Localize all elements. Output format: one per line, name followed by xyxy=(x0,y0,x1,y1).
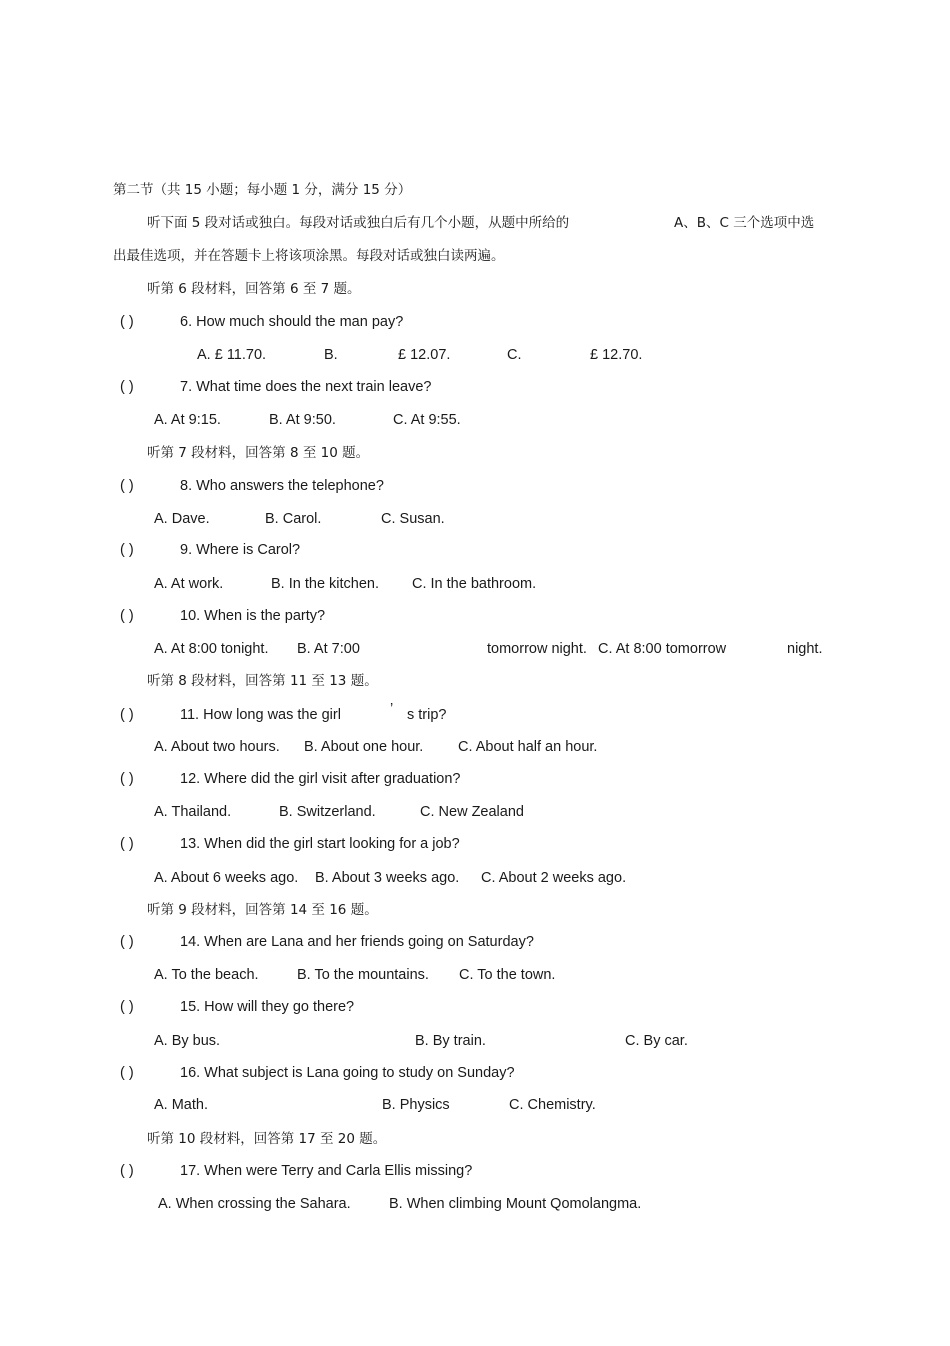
question-text: 11. How long was the girl xyxy=(180,707,341,723)
option-a: A. Dave. xyxy=(154,511,210,527)
passage-heading: 听第 6 段材料，回答第 6 至 7 题。 xyxy=(147,281,361,297)
answer-bracket: ( ) xyxy=(120,379,134,395)
option-c: C. New Zealand xyxy=(420,804,524,820)
section-title: 第二节（共 15 小题；每小题 1 分，满分 15 分） xyxy=(113,182,412,198)
option-a: A. By bus. xyxy=(154,1033,221,1049)
option-c: C. About 2 weeks ago. xyxy=(481,870,627,886)
passage-heading: 听第 9 段材料，回答第 14 至 16 题。 xyxy=(147,902,378,918)
question-text: 6. How much should the man pay? xyxy=(180,314,404,330)
option-c-label: C. xyxy=(507,347,522,363)
option-b: B. By train. xyxy=(415,1033,486,1049)
option-c: C. In the bathroom. xyxy=(412,576,537,592)
option-b: B. At 9:50. xyxy=(269,412,336,428)
option-b-continued: tomorrow night. xyxy=(487,641,587,657)
option-b: B. About 3 weeks ago. xyxy=(315,870,460,886)
question-text: 12. Where did the girl visit after graduation? xyxy=(180,771,461,787)
option-b: B. When climbing Mount Qomolangma. xyxy=(389,1196,642,1212)
question-text-continued: s trip? xyxy=(407,707,447,723)
option-b: B. To the mountains. xyxy=(297,967,429,983)
question-text: 14. When are Lana and her friends going on Saturday? xyxy=(180,934,534,950)
option-a: A. To the beach. xyxy=(154,967,259,983)
option-a: A. At 9:15. xyxy=(154,412,221,428)
answer-bracket: ( ) xyxy=(120,999,134,1015)
option-b: B. Switzerland. xyxy=(279,804,376,820)
passage-heading: 听第 10 段材料，回答第 17 至 20 题。 xyxy=(147,1131,387,1147)
answer-bracket: ( ) xyxy=(120,1163,134,1179)
option-b: £ 12.07. xyxy=(398,347,451,363)
question-text: 7. What time does the next train leave? xyxy=(180,379,432,395)
answer-bracket: ( ) xyxy=(120,836,134,852)
question-text: 16. What subject is Lana going to study on Sunday? xyxy=(180,1065,515,1081)
passage-heading: 听第 8 段材料，回答第 11 至 13 题。 xyxy=(147,673,378,689)
option-c-continued: night. xyxy=(787,641,823,657)
option-a: A. £ 11.70. xyxy=(197,347,267,363)
option-b: B. About one hour. xyxy=(304,739,424,755)
option-b: B. Physics xyxy=(382,1097,450,1113)
option-b-label: B. xyxy=(324,347,338,363)
option-c: C. Susan. xyxy=(381,511,445,527)
answer-bracket: ( ) xyxy=(120,478,134,494)
question-text: 9. Where is Carol? xyxy=(180,542,301,558)
question-text: 10. When is the party? xyxy=(180,608,326,624)
option-a: A. About 6 weeks ago. xyxy=(154,870,299,886)
option-a: A. At work. xyxy=(154,576,224,592)
question-text: 8. Who answers the telephone? xyxy=(180,478,384,494)
option-c: C. Chemistry. xyxy=(509,1097,596,1113)
answer-bracket: ( ) xyxy=(120,707,134,723)
answer-bracket: ( ) xyxy=(120,608,134,624)
option-c: C. By car. xyxy=(625,1033,688,1049)
answer-bracket: ( ) xyxy=(120,542,134,558)
answer-bracket: ( ) xyxy=(120,934,134,950)
option-a: A. About two hours. xyxy=(154,739,280,755)
option-c: C. At 9:55. xyxy=(393,412,461,428)
instruction-line-2: 出最佳选项，并在答题卡上将该项涂黑。每段对话或独白读两遍。 xyxy=(113,248,505,264)
option-b: B. In the kitchen. xyxy=(271,576,380,592)
instruction-line-1-options: A、B、C 三个选项中选 xyxy=(674,215,815,231)
option-a: A. When crossing the Sahara. xyxy=(158,1196,351,1212)
option-a: A. Math. xyxy=(154,1097,208,1113)
instruction-line-1: 听下面 5 段对话或独白。每段对话或独白后有几个小题，从题中所给的 xyxy=(147,215,570,231)
question-text: 17. When were Terry and Carla Ellis missing? xyxy=(180,1163,473,1179)
option-a: A. Thailand. xyxy=(154,804,232,820)
option-c: C. About half an hour. xyxy=(458,739,598,755)
question-apostrophe: ’ xyxy=(390,701,394,717)
question-text: 13. When did the girl start looking for a job? xyxy=(180,836,460,852)
passage-heading: 听第 7 段材料，回答第 8 至 10 题。 xyxy=(147,445,370,461)
option-a: A. At 8:00 tonight. xyxy=(154,641,269,657)
question-text: 15. How will they go there? xyxy=(180,999,355,1015)
answer-bracket: ( ) xyxy=(120,1065,134,1081)
answer-bracket: ( ) xyxy=(120,771,134,787)
option-c: C. At 8:00 tomorrow xyxy=(598,641,727,657)
option-b: B. Carol. xyxy=(265,511,322,527)
answer-bracket: ( ) xyxy=(120,314,134,330)
option-b: B. At 7:00 xyxy=(297,641,360,657)
option-c: £ 12.70. xyxy=(590,347,643,363)
option-c: C. To the town. xyxy=(459,967,556,983)
